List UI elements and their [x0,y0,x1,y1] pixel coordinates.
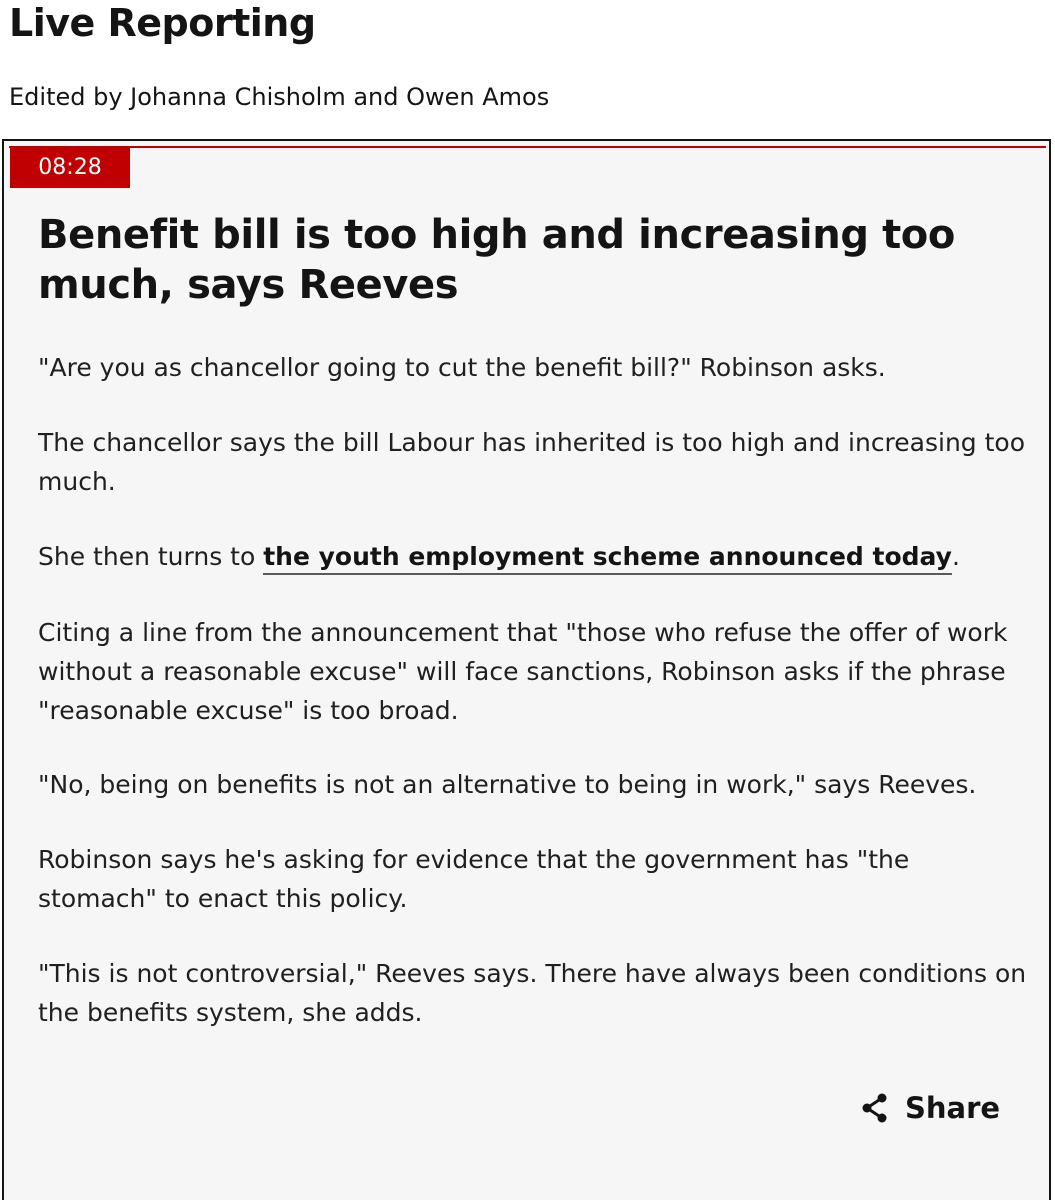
share-label: Share [905,1091,1001,1125]
post-paragraph-7: "This is not controversial," Reeves says. There have always been conditions on the benefits system, she adds. [38,959,1027,1027]
share-icon [859,1092,891,1124]
paragraph-3-lead: She then turns to [38,542,264,571]
post-paragraph-4: Citing a line from the announcement that "those who refuse the offer of work without a reasonable excuse" will face sanctions, Robinson asks if the phrase "reasonable excuse" is too broad. [38,618,1008,725]
post-paragraph-6: Robinson says he's asking for evidence that the government has "the stomach" to enact this policy. [38,845,910,913]
live-reporting-heading: Live Reporting [9,1,316,45]
live-post-card [2,139,1051,1200]
share-button[interactable] [859,1086,1000,1130]
post-paragraph-3 [38,537,1028,576]
youth-employment-scheme-link[interactable]: the youth employment scheme announced today [263,542,952,575]
post-paragraph-1: "Are you as chancellor going to cut the benefit bill?" Robinson asks. [38,353,886,382]
card-accent-line [9,146,1046,148]
post-headline: Benefit bill is too high and increasing too much, says Reeves [38,212,955,308]
post-time-badge: 08:28 [10,147,130,188]
post-paragraph-2: The chancellor says the bill Labour has inherited is too high and increasing too much. [38,428,1026,496]
paragraph-3-end: . [951,542,960,571]
post-paragraph-5: "No, being on benefits is not an alternative to being in work," says Reeves. [38,770,977,799]
editors-line: Edited by Johanna Chisholm and Owen Amos [9,83,550,111]
